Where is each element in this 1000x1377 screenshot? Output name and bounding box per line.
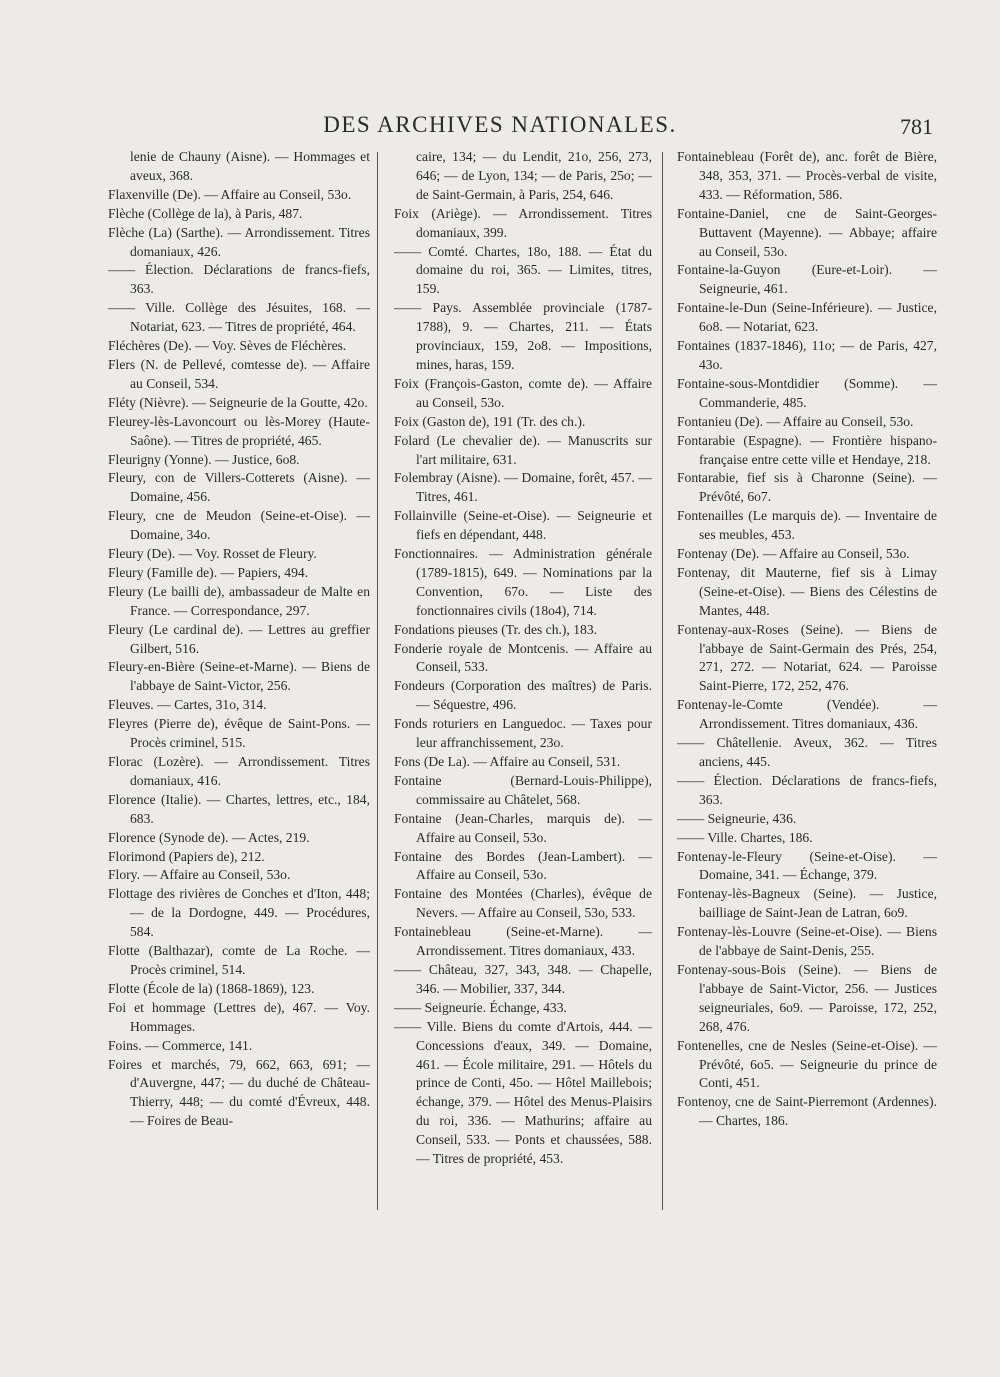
index-entry: Fontenay-sous-Bois (Seine). — Biens de l'abbaye de Saint-Victor, 256. — Justices seigneuriales, 6o9. — Paroisse, 172, 252, 268, 476.	[677, 961, 937, 1034]
index-entry: Florence (Synode de). — Actes, 219.	[108, 829, 310, 845]
index-entry: Fontenay-aux-Roses (Seine). — Biens de l'abbaye de Saint-Germain des Prés, 254, 271, 272. — Notariat, 624. — Paroisse Saint-Pierre, 172, 252, 476.	[677, 621, 937, 694]
index-entry: Fontaine-le-Dun (Seine-Inférieure). — Justice, 6o8. — Notariat, 623.	[677, 300, 937, 335]
index-entry: Foix (Ariège). — Arrondissement. Titres domaniaux, 399.	[394, 205, 652, 240]
index-entry: —— Seigneurie. Échange, 433.	[394, 999, 567, 1015]
index-entry: Fontenoy, cne de Saint-Pierremont (Ardennes). — Chartes, 186.	[677, 1094, 937, 1129]
index-entry: Fleury (Le cardinal de). — Lettres au greffier Gilbert, 516.	[108, 621, 370, 656]
index-entry: Fontenay-lès-Louvre (Seine-et-Oise). — Biens de l'abbaye de Saint-Denis, 255.	[677, 924, 937, 959]
index-entry: Fleury (Famille de). — Papiers, 494.	[108, 564, 309, 580]
index-entry: Fontanieu (De). — Affaire au Conseil, 53o.	[677, 413, 914, 429]
column-divider	[377, 152, 378, 1210]
index-entry: Fleury-en-Bière (Seine-et-Marne). — Biens de l'abbaye de Saint-Victor, 256.	[108, 659, 370, 694]
index-entry: Fleurigny (Yonne). — Justice, 6o8.	[108, 451, 300, 467]
index-entry: Fontenay, dit Mauterne, fief sis à Limay (Seine-et-Oise). — Biens des Célestins de Mantes, 448.	[677, 564, 937, 618]
index-entry: Florac (Lozère). — Arrondissement. Titres domaniaux, 416.	[108, 754, 370, 788]
index-entry: Fontaine-sous-Montdidier (Somme). — Commanderie, 485.	[677, 375, 937, 410]
index-entry: Fonderie royale de Montcenis. — Affaire au Conseil, 533.	[394, 640, 652, 675]
index-column-1	[108, 148, 370, 1131]
index-entry: Fleuves. — Cartes, 31o, 314.	[108, 697, 267, 713]
index-entry: —— Comté. Chartes, 18o, 188. — État du domaine du roi, 365. — Limites, titres, 159.	[394, 243, 652, 297]
index-entry: Fleury (De). — Voy. Rosset de Fleury.	[108, 546, 317, 562]
index-entry: Fleyres (Pierre de), évêque de Saint-Pons. — Procès criminel, 515.	[108, 716, 370, 751]
index-entry: Folard (Le chevalier de). — Manuscrits sur l'art militaire, 631.	[394, 432, 652, 467]
index-entry: Fondations pieuses (Tr. des ch.), 183.	[394, 621, 598, 637]
index-entry: Fontaine (Bernard-Louis-Philippe), commissaire au Châtelet, 568.	[394, 772, 652, 807]
index-entry: Fontarabie, fief sis à Charonne (Seine). — Prévôté, 6o7.	[677, 470, 937, 505]
index-entry: Fonds roturiers en Languedoc. — Taxes pour leur affranchissement, 23o.	[394, 716, 652, 751]
page-header	[0, 112, 1000, 142]
index-entry: Fleury, cne de Meudon (Seine-et-Oise). — Domaine, 34o.	[108, 508, 370, 543]
index-entry: Fontaine-Daniel, cne de Saint-Georges-Buttavent (Mayenne). — Abbaye; affaire au Conseil, 53o.	[677, 205, 937, 259]
index-entry: Folembray (Aisne). — Domaine, forêt, 457. — Titres, 461.	[394, 470, 652, 505]
index-entry: —— Élection. Déclarations de francs-fiefs, 363.	[677, 772, 937, 807]
index-entry: —— Château, 327, 343, 348. — Chapelle, 346. — Mobilier, 337, 344.	[394, 961, 652, 996]
index-entry: —— Pays. Assemblée provinciale (1787-1788), 9. — Chartes, 211. — États provinciaux, 159, 2o8. — Impositions, mines, haras, 159.	[394, 300, 652, 372]
index-column-2	[394, 148, 652, 1169]
index-entry: —— Élection. Déclarations de francs-fiefs, 363.	[108, 262, 370, 297]
index-entry: Fontaine-la-Guyon (Eure-et-Loir). — Seigneurie, 461.	[677, 262, 937, 297]
index-entry: lenie de Chauny (Aisne). — Hommages et aveux, 368.	[130, 149, 370, 183]
index-entry: Follainville (Seine-et-Oise). — Seigneurie et fiefs en dépendant, 448.	[394, 508, 652, 543]
running-title: DES ARCHIVES NATIONALES.	[323, 112, 677, 137]
index-entry: —— Ville. Biens du comte d'Artois, 444. — Concessions d'eaux, 349. — Domaine, 461. — École militaire, 291. — Hôtels du prince de Conti, 45o. — Hôtel Maillebois; échange, 379. — Hôtel des Menus-Plaisirs du roi, 336. — Mathurins; affaire au Conseil, 533. — Ponts et chaussées, 588. — Titres de propriété, 453.	[394, 1018, 652, 1167]
index-entry: Fléty (Nièvre). — Seigneurie de la Goutte, 42o.	[108, 394, 368, 410]
index-entry: Flory. — Affaire au Conseil, 53o.	[108, 867, 291, 883]
index-entry: Flotte (École de la) (1868-1869), 123.	[108, 980, 315, 996]
index-entry: Fleurey-lès-Lavoncourt ou lès-Morey (Haute-Saône). — Titres de propriété, 465.	[108, 413, 370, 448]
index-entry: Foi et hommage (Lettres de), 467. — Voy. Hommages.	[108, 999, 370, 1034]
index-entry: —— Ville. Chartes, 186.	[677, 829, 813, 845]
index-entry: Fontarabie (Espagne). — Frontière hispano-française entre cette ville et Hendaye, 218.	[677, 432, 937, 467]
column-divider	[662, 152, 663, 1210]
index-entry: Fléchères (De). — Voy. Sèves de Fléchères.	[108, 338, 347, 354]
index-entry: Fontaine des Bordes (Jean-Lambert). — Affaire au Conseil, 53o.	[394, 848, 652, 883]
index-entry: Fontenelles, cne de Nesles (Seine-et-Oise). — Prévôté, 6o5. — Seigneurie du prince de Conti, 451.	[677, 1037, 937, 1091]
page-number: 781	[900, 114, 933, 139]
index-entry: Foires et marchés, 79, 662, 663, 691; — d'Auvergne, 447; — du duché de Château-Thierry, 448; — du comté d'Évreux, 448. — Foires de Beau-	[108, 1056, 370, 1129]
index-entry: Fontenay-lès-Bagneux (Seine). — Justice, bailliage de Saint-Jean de Latran, 6o9.	[677, 886, 937, 921]
index-entry: —— Seigneurie, 436.	[677, 810, 797, 826]
index-entry: Flers (N. de Pellevé, comtesse de). — Affaire au Conseil, 534.	[108, 356, 370, 391]
index-entry: Fontenay-le-Comte (Vendée). — Arrondissement. Titres domaniaux, 436.	[677, 697, 937, 732]
index-entry: Flottage des rivières de Conches et d'Iton, 448; — de la Dordogne, 449. — Procédures, 584.	[108, 886, 370, 940]
index-entry: Fleury, con de Villers-Cotterets (Aisne). — Domaine, 456.	[108, 470, 370, 505]
index-entry: Flotte (Balthazar), comte de La Roche. — Procès criminel, 514.	[108, 943, 370, 977]
index-entry: Fondeurs (Corporation des maîtres) de Paris. — Séquestre, 496.	[394, 678, 652, 713]
index-entry: Foix (François-Gaston, comte de). — Affaire au Conseil, 53o.	[394, 375, 652, 410]
index-entry: Fontenay-le-Fleury (Seine-et-Oise). — Domaine, 341. — Échange, 379.	[677, 848, 937, 883]
index-entry: Fontaines (1837-1846), 11o; — de Paris, 427, 43o.	[677, 338, 937, 372]
index-entry: Foix (Gaston de), 191 (Tr. des ch.).	[394, 413, 586, 429]
index-entry: Florimond (Papiers de), 212.	[108, 848, 265, 864]
index-entry: Fontaine (Jean-Charles, marquis de). — Affaire au Conseil, 53o.	[394, 810, 652, 845]
index-entry: Florence (Italie). — Chartes, lettres, etc., 184, 683.	[108, 791, 370, 826]
index-entry: Foins. — Commerce, 141.	[108, 1037, 253, 1053]
index-entry: Fons (De La). — Affaire au Conseil, 531.	[394, 754, 621, 769]
index-entry: Fontaine des Montées (Charles), évêque de Nevers. — Affaire au Conseil, 53o, 533.	[394, 886, 652, 921]
index-entry: —— Ville. Collège des Jésuites, 168. — Notariat, 623. — Titres de propriété, 464.	[108, 300, 370, 335]
index-entry: Flèche (La) (Sarthe). — Arrondissement. Titres domaniaux, 426.	[108, 224, 370, 259]
index-entry: Fontenailles (Le marquis de). — Inventaire de ses meubles, 453.	[677, 508, 937, 543]
index-entry: Fontainebleau (Seine-et-Marne). — Arrondissement. Titres domaniaux, 433.	[394, 924, 652, 959]
index-entry: caire, 134; — du Lendit, 21o, 256, 273, 646; — de Lyon, 134; — de Paris, 25o; — de Saint-Germain, à Paris, 254, 646.	[416, 149, 652, 202]
index-entry: Fontainebleau (Forêt de), anc. forêt de Bière, 348, 353, 371. — Procès-verbal de visite, 433. — Réformation, 586.	[677, 149, 937, 202]
index-entry: Fonctionnaires. — Administration générale (1789-1815), 649. — Nominations par la Convention, 67o. — Liste des fonctionnaires civils (18o4), 714.	[394, 546, 652, 618]
index-entry: Fleury (Le bailli de), ambassadeur de Malte en France. — Correspondance, 297.	[108, 583, 370, 618]
index-entry: Flèche (Collège de la), à Paris, 487.	[108, 205, 303, 221]
index-column-3	[677, 148, 937, 1131]
index-entry: Flaxenville (De). — Affaire au Conseil, 53o.	[108, 186, 352, 202]
index-entry: —— Châtellenie. Aveux, 362. — Titres anciens, 445.	[677, 735, 937, 769]
index-entry: Fontenay (De). — Affaire au Conseil, 53o.	[677, 546, 910, 562]
